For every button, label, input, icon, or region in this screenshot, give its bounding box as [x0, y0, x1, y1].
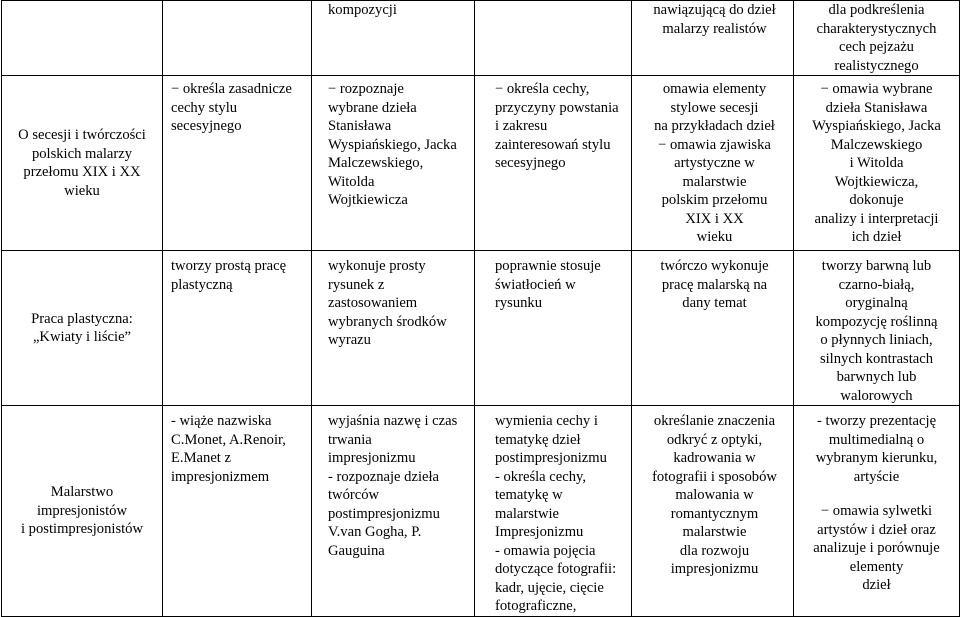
table-row — [2, 1, 960, 76]
topic-cell — [2, 251, 163, 406]
text-line: omawia elementy — [662, 81, 767, 97]
text-line: czarno-białą, — [838, 276, 915, 293]
text-line: - tworzy prezentację — [816, 413, 937, 429]
text-line: artyście — [853, 468, 900, 485]
table-cell — [312, 76, 475, 251]
text-line: twórców — [328, 487, 380, 503]
text-line: kadrowania w — [673, 450, 756, 466]
text-line: dokonuje — [849, 192, 904, 208]
text-line: kadr, ujęcie, cięcie — [495, 579, 604, 596]
text-line: i Witolda — [849, 155, 904, 171]
text-line: wyrazu — [328, 332, 371, 348]
text-line: dla rozwoju — [679, 542, 750, 559]
text-line: barwnych lub — [836, 369, 917, 385]
text-line: - określa cechy, — [495, 468, 587, 485]
text-line: dzieła Stanisława — [825, 99, 928, 116]
table-cell — [475, 251, 632, 406]
text-line: malarstwie — [682, 524, 747, 540]
text-line: walorowych — [840, 387, 913, 404]
text-line: dla podkreślenia — [828, 2, 925, 18]
text-line: wykonuje prosty — [328, 258, 426, 274]
text-line: zainteresowań stylu — [495, 136, 611, 153]
text-line: secesyjnego — [171, 118, 242, 134]
text-line: multimedialną o — [828, 431, 925, 448]
table-cell — [163, 251, 312, 406]
text-line: analizuje i porównuje — [813, 540, 940, 556]
text-line: postimpresjonizmu — [495, 450, 607, 466]
text-line: Impresjonizmu — [495, 524, 584, 540]
table-cell — [794, 76, 960, 251]
text-line: − omawia wybrane — [820, 81, 933, 97]
text-line: − rozpoznaje — [328, 81, 404, 97]
text-line: O secesji i twórczości — [18, 127, 146, 143]
text-line: cechy stylu — [171, 99, 238, 116]
text-line: wybranym kierunku, — [815, 450, 938, 466]
text-line: zastosowaniem — [328, 295, 418, 311]
text-line: impresjonistów — [37, 502, 127, 519]
text-line: Malarstwo — [50, 484, 114, 500]
text-line: C.Monet, A.Renoir, — [171, 431, 286, 448]
text-line: Wojtkiewicza, — [834, 173, 919, 190]
text-line: plastyczną — [171, 276, 233, 293]
table-cell — [794, 251, 960, 406]
text-line: „Kwiaty i liście” — [32, 329, 132, 345]
topic-cell — [2, 406, 163, 617]
text-line: tematykę dzieł — [495, 431, 581, 448]
text-line: realistycznego — [834, 57, 919, 74]
text-line: rysunku — [495, 295, 543, 311]
text-line: Wojtkiewicza — [328, 192, 408, 208]
text-line: − omawia sylwetki — [820, 503, 933, 519]
text-line: twórczo wykonuje — [660, 258, 769, 274]
text-line: − omawia zjawiska — [658, 136, 771, 153]
text-line: XIX i XX — [685, 210, 744, 227]
text-line: Witolda — [328, 173, 375, 190]
text-line: ich dzieł — [851, 229, 902, 245]
text-line: polskich malarzy — [31, 145, 133, 162]
text-line: polskim przełomu — [661, 192, 768, 208]
text-line: kompozycję roślinną — [815, 313, 938, 330]
text-line: przyczyny powstania — [495, 99, 619, 116]
text-line: romantycznym — [670, 505, 759, 522]
text-line: dzieł — [862, 577, 891, 593]
text-line: postimpresjonizmu — [328, 505, 440, 522]
table-cell — [475, 406, 632, 617]
text-line: artystów i dzieł oraz — [817, 521, 936, 538]
text-line: elementy — [849, 558, 904, 575]
text-line: wyjaśnia nazwę i czas — [328, 413, 458, 429]
text-line: malowania w — [675, 487, 754, 503]
text-line: określanie znaczenia — [653, 413, 776, 429]
text-line: trwania — [328, 431, 372, 448]
table-cell — [475, 1, 632, 76]
text-line: stylowe secesji — [670, 99, 759, 116]
text-line: - rozpoznaje dzieła — [328, 468, 440, 485]
text-line: V.van Gogha, P. — [328, 524, 422, 540]
table-cell — [163, 1, 312, 76]
table-cell — [475, 76, 632, 251]
text-line: malarstwie — [495, 505, 560, 522]
text-line: Praca plastyczna: — [31, 310, 133, 327]
text-line: światłocień w — [495, 276, 576, 293]
text-line: Stanisława — [328, 118, 392, 134]
text-line: − określa zasadnicze — [171, 81, 292, 97]
table-cell — [2, 1, 163, 76]
text-line: na przykładach dzieł — [654, 118, 775, 134]
table-cell — [632, 251, 794, 406]
text-line: poprawnie stosuje — [495, 258, 601, 274]
text-line: i zakresu — [495, 118, 548, 134]
text-line: E.Manet z — [171, 450, 231, 466]
text-line: wymienia cechy i — [495, 413, 598, 429]
text-line: rysunek z — [328, 276, 385, 293]
text-line: Wyspiańskiego, Jacka — [812, 118, 941, 134]
text-line: impresjonizmu — [670, 561, 759, 577]
text-line: cech pejzażu — [839, 39, 914, 55]
table-cell — [163, 406, 312, 617]
text-line: − określa cechy, — [495, 81, 590, 97]
text-line: malarstwie — [682, 173, 747, 190]
text-line: odkryć z optyki, — [666, 431, 763, 448]
table-cell — [632, 1, 794, 76]
text-line: wybrane dzieła — [328, 99, 417, 116]
text-line: - wiąże nazwiska — [171, 413, 272, 429]
text-line: pracę malarską na — [661, 276, 768, 293]
text-line: analizy i interpretacji — [814, 210, 939, 227]
table-row — [2, 251, 960, 406]
text-line: secesyjnego — [495, 155, 566, 171]
text-line: - omawia pojęcia — [495, 542, 596, 559]
text-line: tworzy prostą pracę — [171, 258, 287, 274]
text-line: malarzy realistów — [662, 20, 767, 37]
text-line: dany temat — [682, 295, 747, 311]
text-line: Malczewskiego — [830, 136, 923, 153]
text-line: Wyspiańskiego, Jacka — [328, 136, 457, 153]
text-line: tworzy barwną lub — [821, 258, 932, 274]
requirements-table — [1, 0, 960, 617]
blank-line — [798, 486, 955, 502]
text-line: fotograficzne, — [495, 598, 577, 614]
text-line: kompozycji — [328, 2, 397, 18]
text-line: dotyczące fotografii: — [495, 561, 617, 577]
text-line: wieku — [64, 182, 100, 199]
text-line: wieku — [696, 229, 733, 245]
table-cell — [312, 406, 475, 617]
text-line: silnych kontrastach — [819, 350, 934, 367]
text-line: impresjonizmu — [328, 450, 416, 466]
table-cell — [632, 76, 794, 251]
table-cell — [794, 406, 960, 617]
text-line: i postimpresjonistów — [20, 521, 144, 537]
text-line: o płynnych liniach, — [820, 332, 933, 348]
text-line: artystyczne w — [674, 155, 755, 171]
text-line: oryginalną — [845, 295, 908, 311]
table-row — [2, 76, 960, 251]
text-line: charakterystycznych — [816, 20, 937, 37]
table-cell — [794, 1, 960, 76]
table-cell — [312, 1, 475, 76]
table-cell — [163, 76, 312, 251]
table-cell — [312, 251, 475, 406]
text-line: impresjonizmem — [171, 468, 270, 485]
table-row — [2, 406, 960, 617]
text-line: Malczewskiego, — [328, 155, 424, 171]
text-line: przełomu XIX i XX — [23, 164, 141, 180]
topic-cell — [2, 76, 163, 251]
text-line: nawiązującą do dzieł — [653, 2, 776, 18]
table-cell — [632, 406, 794, 617]
text-line: tematykę w — [495, 487, 563, 503]
text-line: Gauguina — [328, 542, 385, 559]
text-line: fotografii i sposobów — [652, 468, 777, 485]
text-line: wybranych środków — [328, 313, 447, 330]
